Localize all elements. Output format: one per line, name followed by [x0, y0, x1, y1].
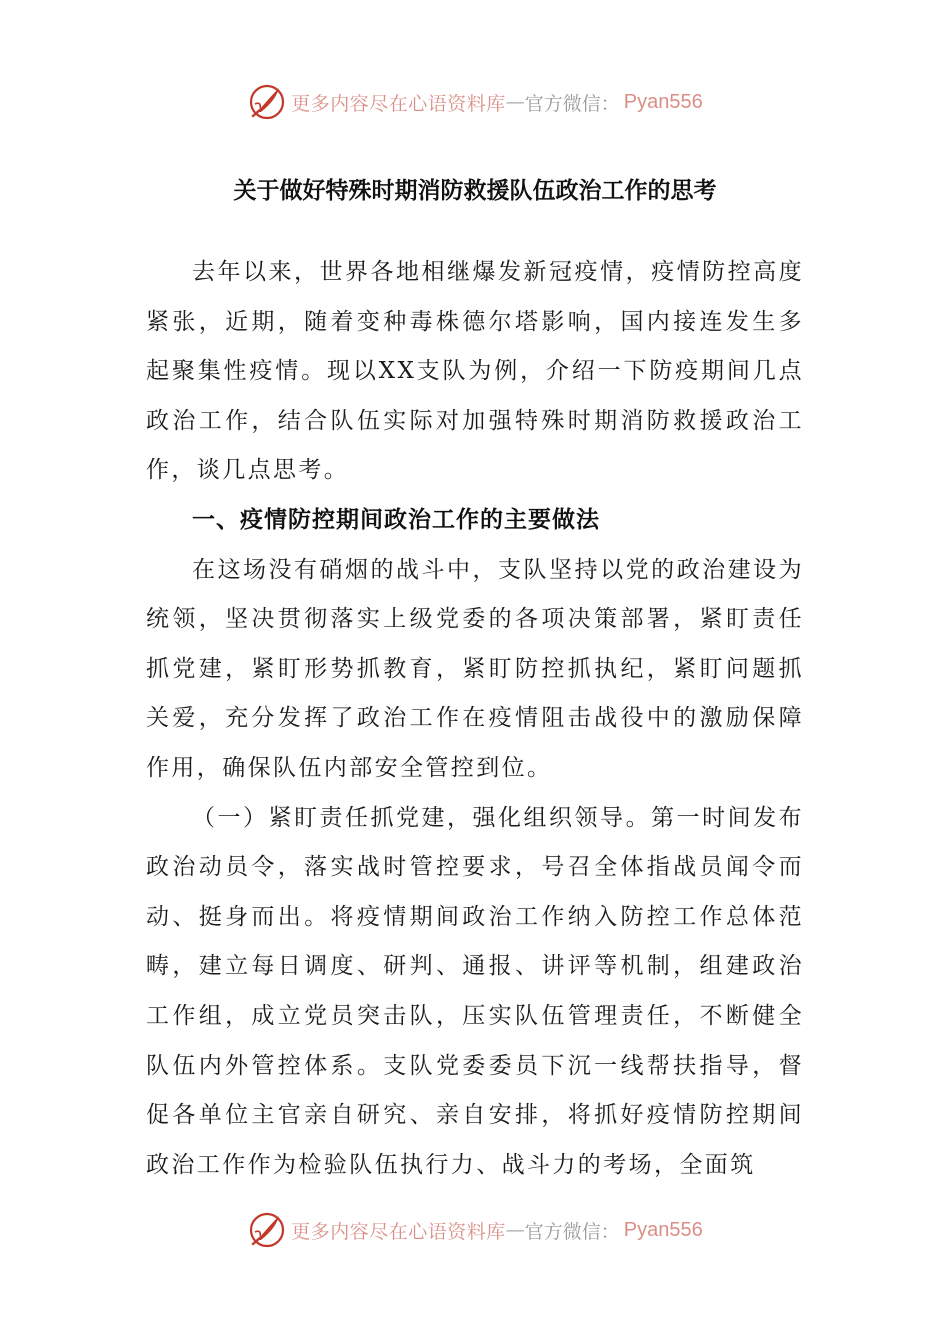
- subsection-paragraph: （一）紧盯责任抓党建，强化组织领导。第一时间发布政治动员令，落实战时管控要求，号召全体指战员闻令而动、挺身而出。将疫情期间政治工作纳入防控工作总体范畴，建立每日调度、研判、通报、讲评等机制，组建政治工作组，成立党员突击队，压实队伍管理责任，不断健全队伍内外管控体系。支队党委委员下沉一线帮扶指导，督促各单位主官亲自研究、亲自安排，将抓好疫情防控期间政治工作作为检验队伍执行力、战斗力的考场，全面筑: [146, 804, 804, 1178]
- section-heading: 一、疫情防控期间政治工作的主要做法: [192, 506, 600, 533]
- quill-pen-logo-icon: [247, 1210, 287, 1250]
- footer-separator: —: [505, 1219, 525, 1241]
- header-brand-text: 更多内容尽在心语资料库: [291, 92, 506, 115]
- intro-paragraph: 去年以来，世界各地相继爆发新冠疫情，疫情防控高度紧张，近期，随着变种毒株德尔塔影响，国内接连发生多起聚集性疫情。现以XX支队为例，介绍一下防疫期间几点政治工作，结合队伍实际对加强特殊时期消防救援政治工作，谈几点思考。: [146, 259, 804, 484]
- footer-watermark-banner: [0, 1208, 950, 1252]
- footer-wechat-label: 官方微信：: [524, 1220, 620, 1243]
- header-watermark-banner: [0, 80, 950, 124]
- quill-pen-logo-icon: [247, 82, 287, 122]
- document-title: 关于做好特殊时期消防救援队伍政治工作的思考: [233, 178, 717, 204]
- header-wechat-label: 官方微信：: [524, 92, 620, 115]
- footer-brand-text: 更多内容尽在心语资料库: [291, 1220, 506, 1243]
- section-paragraph: 在这场没有硝烟的战斗中，支队坚持以党的政治建设为统领，坚决贯彻落实上级党委的各项决策部署，紧盯责任抓党建，紧盯形势抓教育，紧盯防控抓执纪，紧盯问题抓关爱，充分发挥了政治工作在疫情阻击战役中的激励保障作用，确保队伍内部安全管控到位。: [146, 556, 804, 781]
- header-wechat-id: Pyan556: [623, 90, 703, 113]
- footer-wechat-id: Pyan556: [623, 1218, 703, 1241]
- header-separator: —: [505, 91, 525, 113]
- document-body: [146, 248, 804, 1190]
